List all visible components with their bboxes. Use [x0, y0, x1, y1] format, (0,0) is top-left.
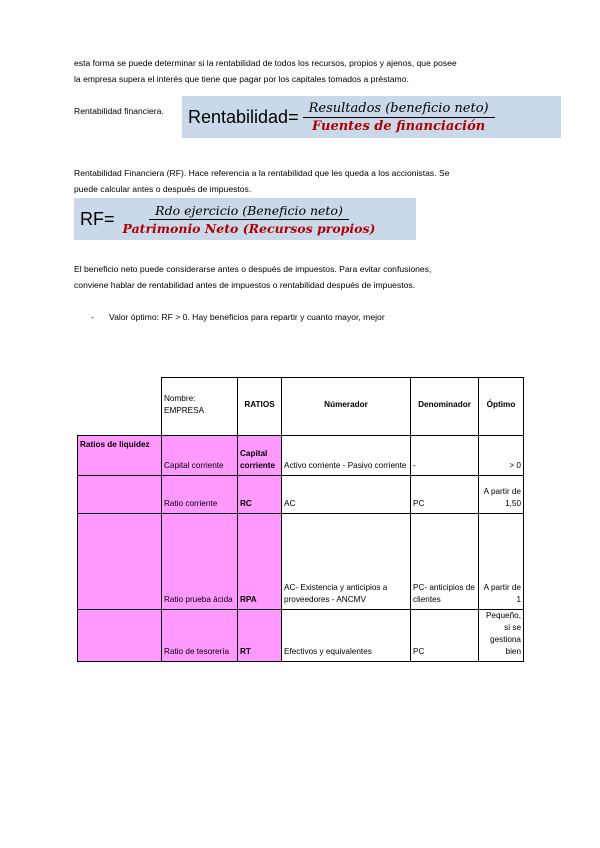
table-cell: Activo corriente - Pasivo corriente: [282, 436, 411, 476]
table-cell: Ratio corriente: [162, 476, 238, 514]
table-row: [78, 436, 524, 476]
rf-line-1: Rentabilidad Financiera (RF). Hace referencia a la rentabilidad que les queda a los accionistas. Se: [74, 168, 450, 178]
table-cell: [78, 476, 162, 514]
beneficio-line-1: El beneficio neto puede considerarse antes o después de impuestos. Para evitar confusiones,: [74, 264, 432, 274]
table-cell: AC- Existencia y anticipios a proveedores - ANCMV: [282, 514, 411, 610]
table-header-row: [78, 378, 524, 436]
table-cell: Ratio prueba ácida: [162, 514, 238, 610]
table-cell: Capital corriente: [238, 436, 282, 476]
table-cell: Capital corriente: [162, 436, 238, 476]
table-header-denominador: Denominador: [411, 378, 479, 436]
formula-rf-lhs: RF=: [80, 208, 115, 229]
table-cell: [78, 514, 162, 610]
table-cell: RT: [238, 610, 282, 662]
table-cell: Pequeño, si se gestiona bien: [479, 610, 524, 662]
table-cell: Ratio de tesorería: [162, 610, 238, 662]
rf-paragraph: [74, 165, 449, 197]
table-header-optimo: Óptimo: [479, 378, 524, 436]
table-cell: Efectivos y equivalentes: [282, 610, 411, 662]
rf-line-2: puede calcular antes o después de impuestos.: [74, 184, 252, 194]
beneficio-paragraph: [74, 261, 431, 293]
table-header-numerador: Númerador: [282, 378, 411, 436]
table-cell: PC: [411, 610, 479, 662]
bullet-valor-optimo: Valor óptimo: RF > 0. Hay beneficios para repartir y cuanto mayor, mejor: [109, 312, 385, 322]
table-header-ratios: RATIOS: [238, 378, 282, 436]
formula-rentabilidad-numerator: Resultados (beneficio neto): [303, 101, 495, 118]
table-header-empty: [78, 378, 162, 436]
formula-rf-numerator: Rdo ejercicio (Beneficio neto): [149, 203, 349, 220]
table-cell: > 0: [479, 436, 524, 476]
formula-rentabilidad-denominator: Fuentes de financiación: [312, 118, 486, 134]
ratios-table: [77, 377, 524, 662]
formula-rentabilidad: [182, 96, 561, 138]
beneficio-line-2: conviene hablar de rentabilidad antes de impuestos o rentabilidad después de impuestos.: [74, 280, 416, 290]
intro-line-1: esta forma se puede determinar si la rentabilidad de todos los recursos, propios y ajenos, que posee: [74, 58, 457, 68]
intro-line-2: la empresa supera el interés que tiene que pagar por los capitales tomados a préstamo.: [74, 74, 409, 84]
table-cell: AC: [282, 476, 411, 514]
formula-rentabilidad-lhs: Rentabilidad=: [188, 106, 299, 127]
table-row: [78, 514, 524, 610]
formula-rf-denominator: Patrimonio Neto (Recursos propios): [122, 220, 376, 236]
table-row: [78, 476, 524, 514]
table-cell: RC: [238, 476, 282, 514]
bullet-marker: -: [91, 312, 94, 322]
table-section-label: Ratios de liquidez: [78, 436, 162, 476]
table-header-empresa: Nombre: EMPRESA: [162, 378, 238, 436]
table-cell: -: [411, 436, 479, 476]
table-cell: [78, 610, 162, 662]
table-row: [78, 610, 524, 662]
table-cell: A partir de 1,50: [479, 476, 524, 514]
table-cell: RPA: [238, 514, 282, 610]
formula-rf: [74, 198, 416, 240]
table-cell: PC- anticipios de clientes: [411, 514, 479, 610]
intro-paragraph: [74, 55, 457, 87]
table-cell: A partir de 1: [479, 514, 524, 610]
rentabilidad-financiera-label: Rentabilidad financiera.: [74, 106, 164, 116]
table-cell: PC: [411, 476, 479, 514]
